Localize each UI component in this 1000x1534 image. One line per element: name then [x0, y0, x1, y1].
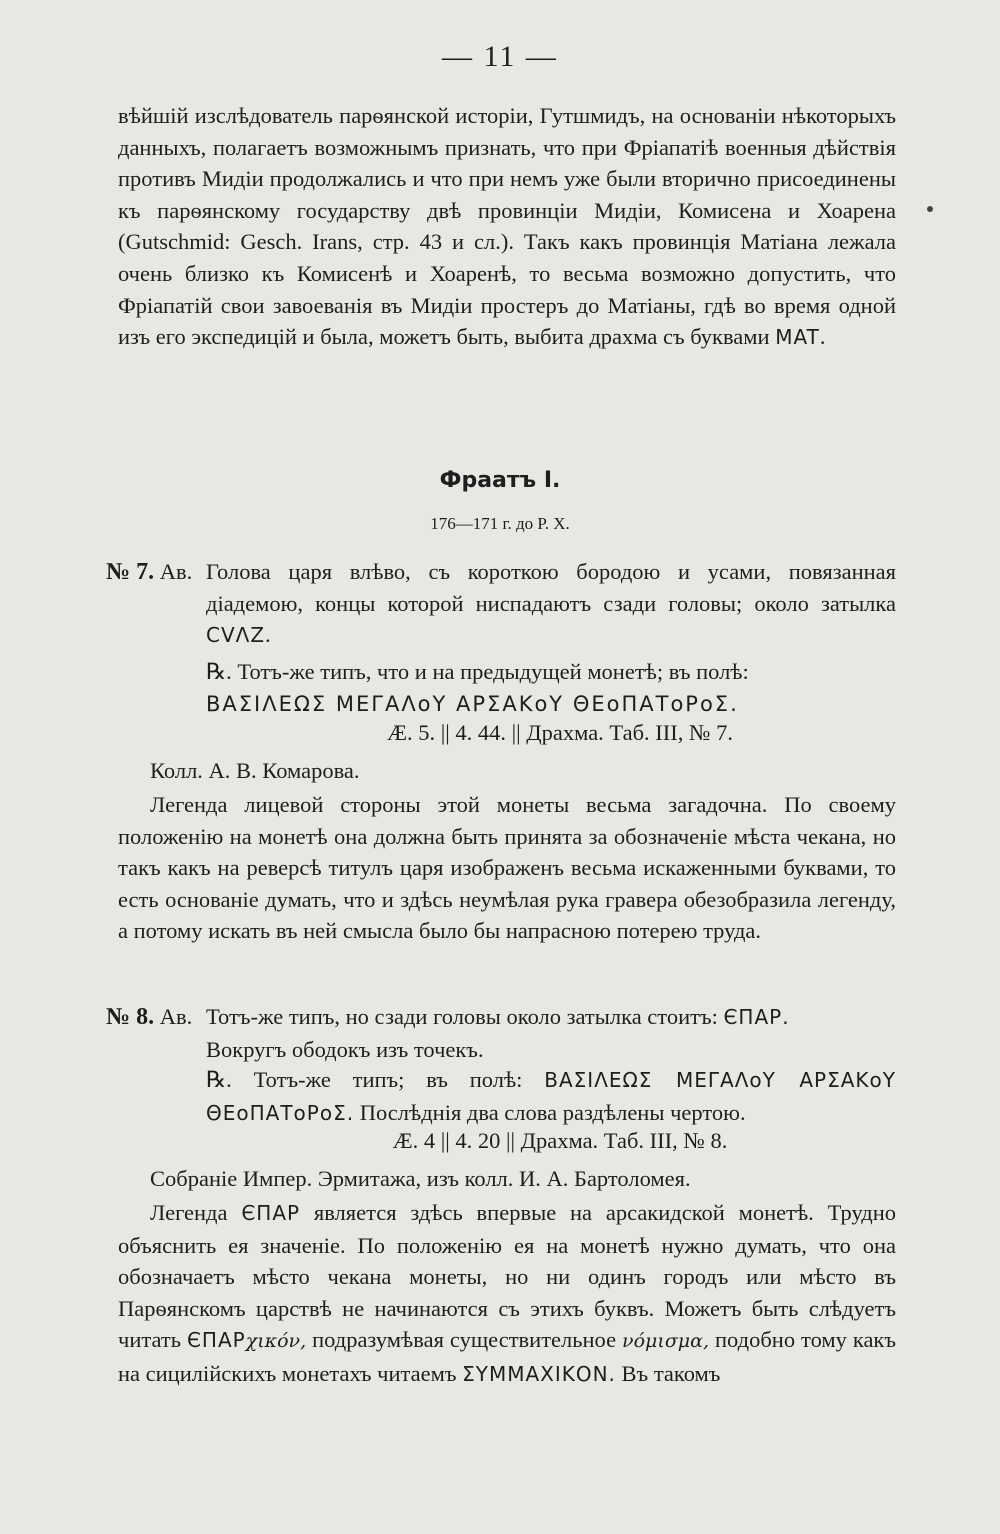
- entry-8-obverse-legend: ЄΠΑΡ.: [723, 1005, 790, 1029]
- entry-8-comment: [118, 1197, 896, 1391]
- entry-7-side: Ав.: [159, 559, 193, 584]
- entry-8-side: Ав.: [159, 1004, 193, 1029]
- entry-7-reverse-text: Тотъ-же типъ, что и на предыдущей монетѣ; въ полѣ:: [237, 659, 749, 684]
- entry-7-obverse: Голова царя влѣво, съ короткою бородою и усами, повязанная діадемою, концы которой ниспадаютъ сзади головы; около затылка CVΛZ.: [206, 559, 896, 648]
- entry-8-rev-mark: ℞.: [206, 1067, 232, 1092]
- entry-8-comment-legend-3: ΣΥΜΜΑΧΙΚΟΝ.: [462, 1361, 616, 1386]
- entry-8-comment-c: подразумѣвая существительное: [312, 1327, 617, 1353]
- entry-8-reverse: [206, 1064, 896, 1129]
- entry-7-reverse: [206, 656, 896, 720]
- entry-8-specs: Æ. 4 || 4. 20 || Драхма. Таб. III, № 8.: [392, 1128, 728, 1153]
- entry-7-obverse-text: Голова царя влѣво, съ короткою бородою и усами, повязанная діадемою, концы которой ниспадаютъ сзади головы; около затылка: [206, 559, 896, 616]
- section-dates: 176—171 г. до Р. Х.: [430, 514, 570, 533]
- entry-8-reverse-legend: ΒΑΣΙΛΕΩΣ ΜΕΓΑΛoΥ ΑΡΣΑΚoΥ ΘΕoΠΑΤoΡoΣ.: [206, 1068, 896, 1125]
- entry-8-obverse-2: Вокругъ ободокъ изъ точекъ.: [206, 1036, 484, 1062]
- entry-8-number: № 8.: [106, 1004, 155, 1030]
- entry-8-comment-e: Въ такомъ: [621, 1360, 721, 1386]
- paragraph-intro: [118, 100, 896, 354]
- page-number: — 11 —: [442, 40, 558, 73]
- entry-7-obverse-legend: CVΛZ: [206, 623, 266, 648]
- paragraph-intro-text: вѣйшій изслѣдователь парѳянской исторіи, Гутшмидъ, на основаніи нѣкоторыхъ данныхъ, полагаетъ возможнымъ признать, что при Фріапатіѣ военныя дѣйствія противъ Мидіи продолжались и что при немъ уже были вторично присоединены къ парѳянскому государству двѣ провинціи Мидіи, Комисена и Хоарена (Gutschmid: Gesch. Irans, стр. 43 и сл.). Такъ какъ провинція Матіана лежала очень близко къ Комисенѣ и Хоаренѣ, то весьма возможно допустить, что Фріапатій свои завоеванія въ Мидіи простеръ до Матіаны, гдѣ во время одной изъ его экспедицій и была, можетъ быть, выбита драхма съ буквами: [118, 103, 896, 350]
- entry-8-comment-greek: χικόν,: [245, 1330, 307, 1353]
- entry-8-comment-a: Легенда: [150, 1200, 228, 1225]
- entry-8-collection: Собраніе Импер. Эрмитажа, изъ колл. И. А. Бартоломея.: [150, 1166, 691, 1191]
- entry-7-label: [106, 556, 192, 589]
- entry-8-reverse-text: Тотъ-же типъ; въ полѣ:: [253, 1067, 523, 1092]
- entry-8-comment-b: является здѣсь впервые на арсакидской монетѣ. Трудно объяснить ея значеніе. По положенію ея на монетѣ нужно думать, что она обозначаетъ мѣсто чекана монеты, но ни одинъ городъ или мѣсто въ Парѳянскомъ царствѣ не начинаются съ этихъ буквъ. Можетъ быть слѣдуетъ читать: [118, 1200, 897, 1353]
- entry-7-reverse-legend: ΒΑΣΙΛΕΩΣ ΜΕΓΑΛoΥ ΑΡΣΑΚoΥ ΘΕoΠΑΤoΡoΣ.: [206, 691, 739, 716]
- entry-8-obverse-text: Тотъ-же типъ, но сзади головы около затылка стоитъ:: [206, 1004, 718, 1029]
- entry-7-collection: Колл. А. В. Комарова.: [150, 758, 360, 783]
- entry-8-label: [106, 1001, 192, 1034]
- entry-7-specs: Æ. 5. || 4. 44. || Драхма. Таб. III, № 7.: [387, 720, 733, 745]
- entry-7-comment: Легенда лицевой стороны этой монеты весьма загадочна. По своему положенію на монетѣ она должна быть принята за обозначеніе мѣста чекана, но такъ какъ на реверсѣ титулъ царя изображенъ весьма искаженными буквами, то есть основаніе думать, что и здѣсь неумѣлая рука гравера обезобразила легенду, а потому искать въ ней смысла было бы напрасною потерею труда.: [118, 792, 896, 944]
- print-speck: [927, 206, 933, 212]
- entry-8-reverse-2: Послѣднія два слова раздѣлены чертою.: [359, 1099, 746, 1125]
- entry-8-obverse: [206, 1001, 896, 1065]
- legend-mat: MAT: [775, 325, 820, 350]
- entry-8-comment-legend: ЄΠΑΡ: [241, 1201, 301, 1225]
- entry-7-number: № 7.: [106, 559, 155, 585]
- entry-8-comment-d: подобно тому какъ на сицилійскихъ монетахъ читаемъ: [118, 1327, 896, 1386]
- entry-8-comment-legend-2: ЄΠΑΡ: [186, 1328, 246, 1353]
- paragraph-intro-end: .: [819, 324, 826, 350]
- entry-7-rev-mark: ℞.: [206, 659, 232, 684]
- entry-8-comment-greek-2: νόμισμα,: [622, 1330, 710, 1353]
- section-title: Фраатъ I.: [439, 468, 561, 493]
